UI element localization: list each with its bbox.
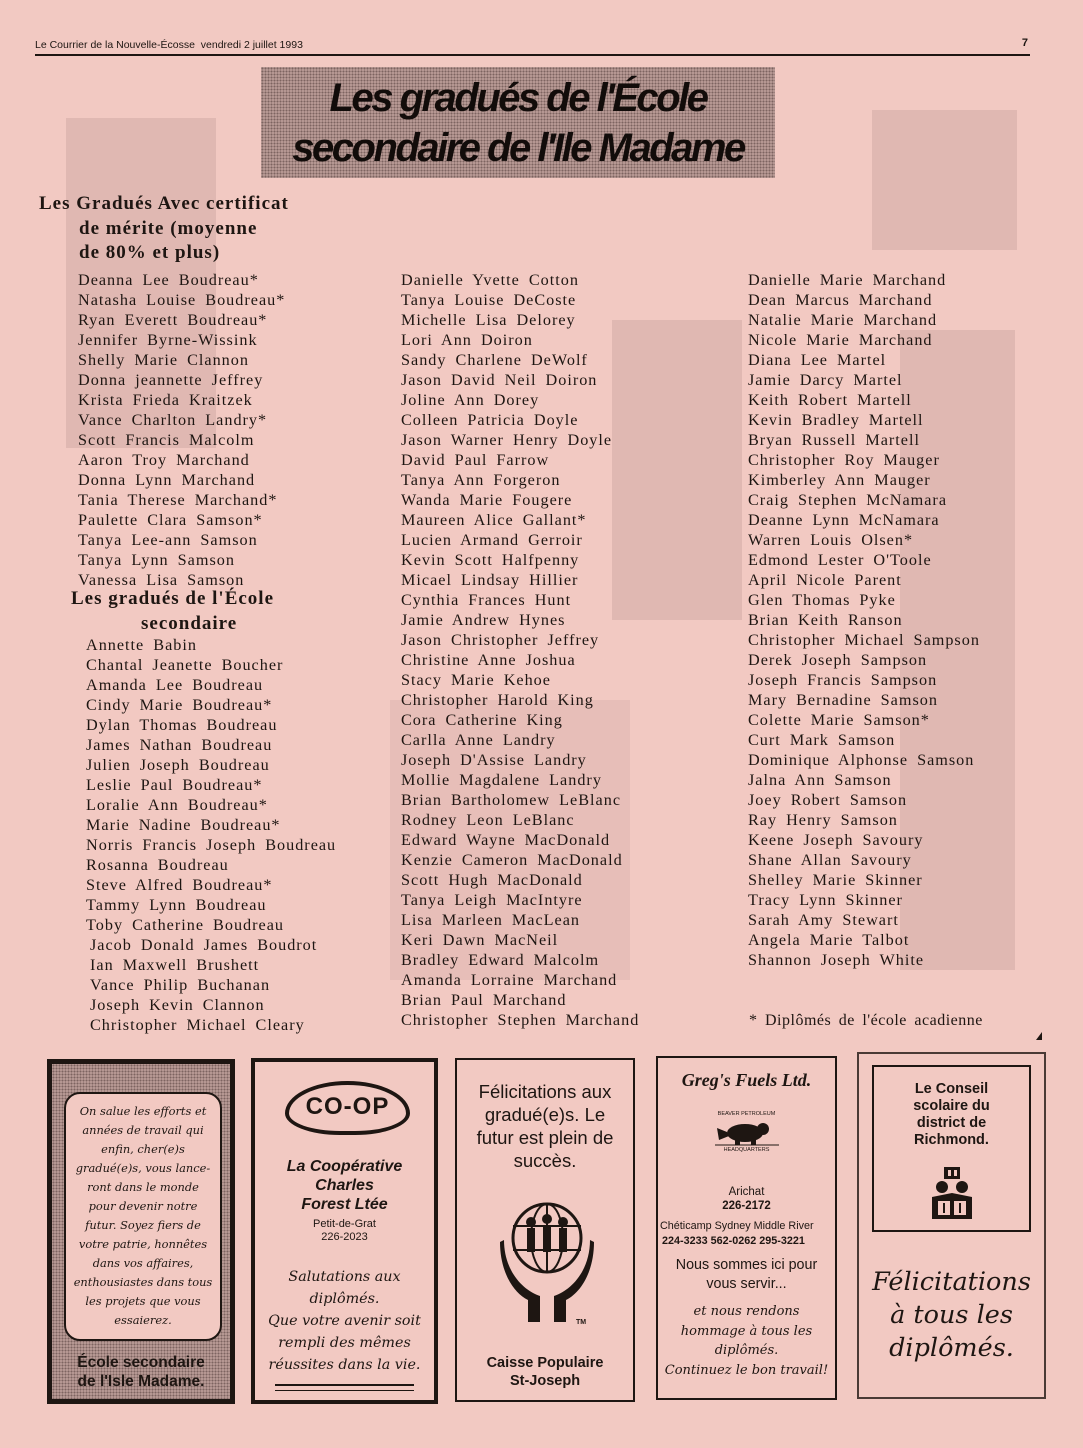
caisse-message-line-1: Félicitations aux bbox=[478, 1081, 612, 1102]
school-names-list bbox=[86, 635, 336, 1035]
graduate-name: Cynthia Frances Hunt bbox=[401, 591, 572, 609]
graduate-name: Jacob Donald James Boudrot bbox=[90, 936, 318, 954]
graduate-name: Angela Marie Talbot bbox=[748, 931, 910, 949]
graduate-name: Tanya Leigh MacIntyre bbox=[401, 891, 583, 909]
coop-divider bbox=[275, 1390, 414, 1391]
graduate-name: Danielle Marie Marchand bbox=[748, 271, 947, 289]
gregs-fuels-ad bbox=[656, 1056, 837, 1400]
graduate-name: Brian Paul Marchand bbox=[401, 991, 567, 1009]
school-ad-line: On salue les efforts et bbox=[79, 1104, 207, 1118]
graduate-name: Carlla Anne Landry bbox=[401, 731, 556, 749]
graduate-name: Vance Philip Buchanan bbox=[90, 976, 271, 994]
school-ad-message bbox=[64, 1092, 222, 1341]
school-board-congrats-line-2: à tous les bbox=[890, 1300, 1013, 1330]
graduate-name: Tanya Louise DeCoste bbox=[401, 291, 577, 309]
school-board-ad bbox=[857, 1052, 1046, 1399]
graduate-name: Joline Ann Dorey bbox=[401, 391, 540, 409]
coop-divider bbox=[275, 1384, 414, 1386]
gregs-serve-line-1: Nous sommes ici pour bbox=[675, 1257, 818, 1273]
graduate-name: Tanya Lee-ann Samson bbox=[78, 531, 258, 549]
school-ad-line: enfin, cher(e)s bbox=[101, 1142, 185, 1156]
gregs-city: Arichat bbox=[728, 1186, 765, 1198]
page-title-banner bbox=[261, 67, 775, 178]
graduate-name: Vance Charlton Landry* bbox=[78, 411, 268, 429]
graduate-name: James Nathan Boudreau bbox=[86, 736, 273, 754]
school-board-line-1: Le Conseil bbox=[914, 1081, 989, 1097]
graduate-name: Kenzie Cameron MacDonald bbox=[401, 851, 623, 869]
school-board-name bbox=[874, 1081, 1029, 1149]
graduate-name: Michelle Lisa Delorey bbox=[401, 311, 576, 329]
graduate-name: Natasha Louise Boudreau* bbox=[78, 291, 286, 309]
graduate-name: Jason Warner Henry Doyle bbox=[401, 431, 613, 449]
graduate-name: Cindy Marie Boudreau* bbox=[86, 696, 273, 714]
graduate-name: Toby Catherine Boudreau bbox=[86, 916, 284, 934]
caisse-name-line-1: Caisse Populaire bbox=[486, 1355, 604, 1371]
school-ad-line: pour devenir notre bbox=[88, 1199, 198, 1213]
graduate-name: Loralie Ann Boudreau* bbox=[86, 796, 268, 814]
graduate-name: Scott Francis Malcolm bbox=[78, 431, 255, 449]
graduate-name: Jason Christopher Jeffrey bbox=[401, 631, 600, 649]
caisse-name-line-2: St-Joseph bbox=[509, 1373, 581, 1389]
graduate-name: Norris Francis Joseph Boudreau bbox=[86, 836, 337, 854]
graduate-name: Colleen Patricia Doyle bbox=[401, 411, 579, 429]
page-title-line-2: secondaire de l'Ile Madame bbox=[292, 126, 744, 170]
merit-heading-line-2: de mérite (moyenne bbox=[79, 217, 258, 239]
caisse-hands-globe-icon bbox=[500, 1200, 594, 1325]
merit-heading-line-3: de 80% et plus) bbox=[79, 242, 221, 263]
graduate-name: Kevin Bradley Martell bbox=[748, 411, 924, 429]
coop-name-line-2: Charles bbox=[315, 1177, 374, 1194]
graduate-name: Mollie Magdalene Landry bbox=[401, 771, 602, 789]
merit-heading-line-1: Les Gradués Avec certificat bbox=[39, 193, 289, 214]
graduate-name: Lori Ann Doiron bbox=[401, 331, 533, 349]
graduate-name: Maureen Alice Gallant* bbox=[401, 511, 587, 529]
school-ad-line: futur. Soyez fiers de bbox=[85, 1218, 201, 1232]
graduate-name: Warren Louis Olsen* bbox=[748, 531, 914, 549]
graduate-name: Tammy Lynn Boudreau bbox=[86, 896, 267, 914]
gregs-branches bbox=[660, 1219, 837, 1249]
coop-greeting-line-5: réussites dans la vie. bbox=[268, 1357, 421, 1373]
gregs-branch-cities: Chéticamp Sydney Middle River bbox=[660, 1220, 814, 1232]
graduate-name: Joey Robert Samson bbox=[748, 791, 908, 809]
gregs-serve-line-2: vous servir... bbox=[706, 1276, 787, 1292]
school-board-congrats-line-3: diplômés. bbox=[889, 1333, 1014, 1363]
graduate-name: Keri Dawn MacNeil bbox=[401, 931, 559, 949]
graduate-name: Jamie Andrew Hynes bbox=[401, 611, 566, 629]
school-ad-line: années de travail qui bbox=[82, 1123, 204, 1137]
school-board-line-4: Richmond. bbox=[914, 1132, 989, 1148]
school-heading-line-2: secondaire bbox=[141, 612, 238, 634]
graduate-name: Rodney Leon LeBlanc bbox=[401, 811, 575, 829]
graduate-name: Christopher Stephen Marchand bbox=[401, 1011, 640, 1029]
graduate-name: Stacy Marie Kehoe bbox=[401, 671, 551, 689]
graduate-name: Vanessa Lisa Samson bbox=[78, 571, 245, 589]
graduate-name: Ray Henry Samson bbox=[748, 811, 898, 829]
graduate-name: Christopher Harold King bbox=[401, 691, 594, 709]
school-ad-line: gradué(e)s, vous lance- bbox=[75, 1161, 211, 1175]
graduate-name: Tania Therese Marchand* bbox=[78, 491, 278, 509]
graduate-name: Shannon Joseph White bbox=[748, 951, 925, 969]
coop-greeting bbox=[255, 1266, 434, 1376]
gregs-honor-line-2: hommage à tous les bbox=[680, 1323, 813, 1339]
school-board-logo-icon bbox=[930, 1167, 974, 1221]
graduate-name: Keith Robert Martell bbox=[748, 391, 912, 409]
graduate-name: Brian Bartholomew LeBlanc bbox=[401, 791, 622, 809]
graduate-name: Ian Maxwell Brushett bbox=[90, 956, 260, 974]
graduate-name: Cora Catherine King bbox=[401, 711, 563, 729]
graduate-name: Derek Joseph Sampson bbox=[748, 651, 928, 669]
names-column-2 bbox=[401, 270, 639, 1030]
school-board-box bbox=[872, 1065, 1031, 1232]
coop-greeting-line-3: Que votre avenir soit bbox=[268, 1313, 421, 1329]
school-ad-line: ront dans le monde bbox=[87, 1180, 199, 1194]
graduate-name: Edmond Lester O'Toole bbox=[748, 551, 932, 569]
publication-name: Le Courrier de la Nouvelle-Écosse bbox=[35, 39, 195, 51]
school-ad-line: dans vos affaires, bbox=[92, 1256, 194, 1270]
corner-mark bbox=[1036, 1032, 1042, 1040]
graduate-name: Natalie Marie Marchand bbox=[748, 311, 938, 329]
graduate-name: Shelley Marie Skinner bbox=[748, 871, 923, 889]
graduate-name: Deanne Lynn McNamara bbox=[748, 511, 940, 529]
graduate-name: Mary Bernadine Samson bbox=[748, 691, 938, 709]
coop-greeting-line-1: Salutations aux bbox=[288, 1269, 401, 1285]
school-ad-signature bbox=[52, 1353, 230, 1391]
graduate-name: Christopher Roy Mauger bbox=[748, 451, 940, 469]
school-ad-signature-line-1: École secondaire bbox=[77, 1354, 205, 1371]
merit-names-list bbox=[78, 270, 285, 590]
gregs-city-phone: 226-2172 bbox=[722, 1200, 771, 1212]
coop-contact bbox=[255, 1218, 434, 1244]
beaver-petroleum-label: BEAVER PETROLEUM bbox=[717, 1111, 776, 1117]
graduate-name: Jason David Neil Doiron bbox=[401, 371, 598, 389]
school-board-line-3: district de bbox=[916, 1115, 987, 1131]
graduate-name: Danielle Yvette Cotton bbox=[401, 271, 579, 289]
coop-phone: 226-2023 bbox=[321, 1231, 368, 1243]
caisse-trademark: TM bbox=[576, 1319, 587, 1325]
school-ad-line: essaierez. bbox=[114, 1313, 172, 1327]
publication-line bbox=[35, 39, 303, 51]
graduate-name: Jamie Darcy Martel bbox=[748, 371, 903, 389]
caisse-message bbox=[457, 1080, 633, 1172]
beaver-icon bbox=[715, 1118, 779, 1146]
coop-name-line-1: La Coopérative bbox=[286, 1158, 403, 1175]
graduate-name: Bryan Russell Martell bbox=[748, 431, 920, 449]
page-title-line-1: Les gradués de l'École bbox=[329, 76, 707, 120]
graduate-name: Paulette Clara Samson* bbox=[78, 511, 263, 529]
school-ad-line: votre patrie, honnêtes bbox=[78, 1237, 208, 1251]
graduate-name: Marie Nadine Boudreau* bbox=[86, 816, 281, 834]
school-ad-signature-line-2: de l'Isle Madame. bbox=[77, 1373, 205, 1390]
coop-name bbox=[255, 1157, 434, 1214]
caisse-message-line-2: gradué(e)s. Le bbox=[484, 1104, 606, 1125]
graduate-name: Diana Lee Martel bbox=[748, 351, 887, 369]
bleed-through-block bbox=[872, 110, 1017, 250]
graduate-name: Sandy Charlene DeWolf bbox=[401, 351, 588, 369]
graduate-name: Donna jeannette Jeffrey bbox=[78, 371, 264, 389]
graduate-name: Curt Mark Samson bbox=[748, 731, 896, 749]
graduate-name: Joseph Francis Sampson bbox=[748, 671, 938, 689]
graduate-name: Christopher Michael Sampson bbox=[748, 631, 980, 649]
graduate-name: Dean Marcus Marchand bbox=[748, 291, 933, 309]
graduate-name: Aaron Troy Marchand bbox=[78, 451, 250, 469]
page-number: 7 bbox=[1021, 37, 1028, 49]
graduate-name: Sarah Amy Stewart bbox=[748, 911, 899, 929]
gregs-honor-line-3: diplômés. bbox=[714, 1343, 779, 1358]
graduate-name: April Nicole Parent bbox=[748, 571, 902, 589]
graduate-name: Donna Lynn Marchand bbox=[78, 471, 256, 489]
graduate-name: Colette Marie Samson* bbox=[748, 711, 930, 729]
graduate-name: Lisa Marleen MacLean bbox=[401, 911, 581, 929]
school-ad-line: les projets que vous bbox=[85, 1294, 201, 1308]
acadian-school-footnote: * Diplômés de l'école acadienne bbox=[749, 1012, 983, 1029]
gregs-honor-line-4: Continuez le bon travail! bbox=[664, 1362, 829, 1378]
graduate-name: Christine Anne Joshua bbox=[401, 651, 576, 669]
graduate-name: Micael Lindsay Hillier bbox=[401, 571, 579, 589]
caisse-message-line-3: futur est plein de bbox=[476, 1127, 614, 1148]
gregs-honor-line-1: et nous rendons bbox=[693, 1304, 800, 1319]
graduate-name: Joseph Kevin Clannon bbox=[90, 996, 265, 1014]
page-header bbox=[35, 36, 1030, 56]
graduate-name: Tanya Ann Forgeron bbox=[401, 471, 561, 489]
merit-section-heading bbox=[39, 192, 289, 266]
graduate-name: Shelly Marie Clannon bbox=[78, 351, 249, 369]
graduate-name: Craig Stephen McNamara bbox=[748, 491, 948, 509]
graduate-name: Jennifer Byrne-Wissink bbox=[78, 331, 258, 349]
coop-ad bbox=[251, 1058, 438, 1404]
names-column-3 bbox=[748, 270, 980, 970]
graduate-name: Kimberley Ann Mauger bbox=[748, 471, 931, 489]
school-ad-line: enthousiastes dans tous bbox=[73, 1275, 213, 1289]
coop-greeting-line-2: diplômés. bbox=[309, 1291, 380, 1307]
caisse-ad bbox=[455, 1058, 635, 1402]
caisse-name bbox=[457, 1354, 633, 1390]
graduate-name: Shane Allan Savoury bbox=[748, 851, 912, 869]
gregs-fuels-title: Greg's Fuels Ltd. bbox=[681, 1070, 812, 1090]
graduate-name: Wanda Marie Fougere bbox=[401, 491, 573, 509]
headquarters-label: HEADQUARTERS bbox=[723, 1147, 770, 1153]
graduate-name: Julien Joseph Boudreau bbox=[86, 756, 270, 774]
graduate-name: Amanda Lorraine Marchand bbox=[401, 971, 618, 989]
school-heading-line-1: Les gradués de l'École bbox=[71, 588, 275, 609]
caisse-message-line-4: succès. bbox=[513, 1150, 577, 1171]
graduate-name: Deanna Lee Boudreau* bbox=[78, 271, 259, 289]
coop-place: Petit-de-Grat bbox=[313, 1218, 376, 1230]
graduate-name: Rosanna Boudreau bbox=[86, 856, 229, 874]
graduate-name: Krista Frieda Kraitzek bbox=[78, 391, 253, 409]
school-board-congrats bbox=[859, 1266, 1044, 1365]
graduate-name: Dylan Thomas Boudreau bbox=[86, 716, 278, 734]
graduate-name: Chantal Jeanette Boucher bbox=[86, 656, 284, 674]
graduate-name: Bradley Edward Malcolm bbox=[401, 951, 600, 969]
school-ad bbox=[47, 1059, 235, 1404]
graduate-name: Kevin Scott Halfpenny bbox=[401, 551, 580, 569]
graduate-name: Scott Hugh MacDonald bbox=[401, 871, 583, 889]
coop-logo: CO-OP bbox=[285, 1081, 410, 1135]
coop-name-line-3: Forest Ltée bbox=[301, 1196, 388, 1213]
school-board-congrats-line-1: Félicitations bbox=[872, 1267, 1031, 1297]
graduate-name: Brian Keith Ranson bbox=[748, 611, 903, 629]
graduate-name: Annette Babin bbox=[86, 636, 197, 654]
school-board-line-2: scolaire du bbox=[913, 1098, 990, 1114]
graduate-name: Dominique Alphonse Samson bbox=[748, 751, 975, 769]
graduate-name: Christopher Michael Cleary bbox=[90, 1016, 305, 1034]
graduate-name: Nicole Marie Marchand bbox=[748, 331, 933, 349]
coop-greeting-line-4: rempli des mêmes bbox=[278, 1335, 411, 1351]
graduate-name: Lucien Armand Gerroir bbox=[401, 531, 583, 549]
publication-date: vendredi 2 juillet 1993 bbox=[200, 39, 303, 51]
graduate-name: David Paul Farrow bbox=[401, 451, 550, 469]
gregs-serve-message bbox=[658, 1256, 835, 1294]
gregs-main-location bbox=[658, 1185, 835, 1213]
graduate-name: Tracy Lynn Skinner bbox=[748, 891, 903, 909]
graduate-name: Keene Joseph Savoury bbox=[748, 831, 924, 849]
graduate-name: Edward Wayne MacDonald bbox=[401, 831, 611, 849]
graduate-name: Jalna Ann Samson bbox=[748, 771, 892, 789]
graduate-name: Tanya Lynn Samson bbox=[78, 551, 235, 569]
graduate-name: Steve Alfred Boudreau* bbox=[86, 876, 273, 894]
graduate-name: Ryan Everett Boudreau* bbox=[78, 311, 268, 329]
gregs-honor-message bbox=[658, 1302, 835, 1380]
graduate-name: Glen Thomas Pyke bbox=[748, 591, 896, 609]
graduate-name: Amanda Lee Boudreau bbox=[86, 676, 264, 694]
graduate-name: Joseph D'Assise Landry bbox=[401, 751, 587, 769]
gregs-branch-phones: 224-3233 562-0262 295-3221 bbox=[662, 1235, 805, 1247]
school-section-heading bbox=[71, 587, 274, 636]
graduate-name: Leslie Paul Boudreau* bbox=[86, 776, 263, 794]
